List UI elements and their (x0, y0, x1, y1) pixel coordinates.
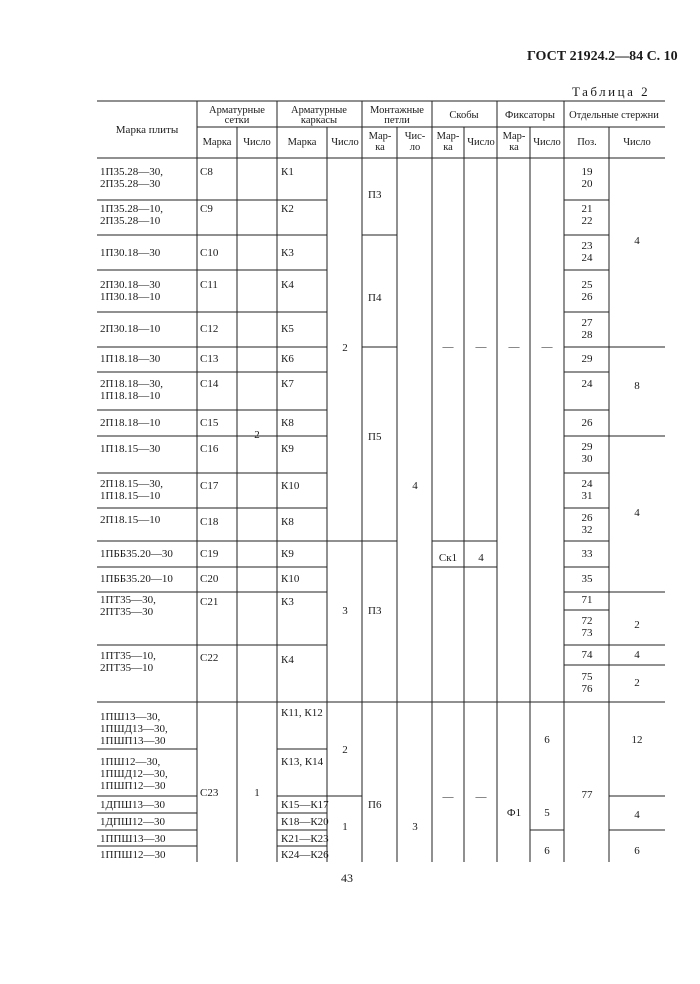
cell-setka: С18 (200, 516, 219, 528)
cell-poz: 29 (581, 353, 593, 365)
cell-plita: 1ДПШ13—30 (100, 799, 166, 811)
page-number: 43 (341, 871, 353, 885)
sub-setki-chislo: Число (243, 137, 271, 148)
header-petli-line2: петли (384, 115, 410, 126)
cell-poz: 35 (581, 573, 593, 585)
cell-plita: 1П35.28—30, (100, 166, 163, 178)
cell-fiksator-marka: Ф1 (506, 807, 522, 819)
cell-poz: 24 (581, 478, 593, 490)
cell-plita: 1ДПШ12—30 (100, 816, 166, 828)
cell-plita: 1П18.15—30 (100, 443, 161, 455)
cell-karkas: К4 (281, 654, 294, 666)
cell-karkas: К8 (281, 516, 294, 528)
cell-poz: 71 (581, 594, 593, 606)
cell-setka: С8 (200, 166, 213, 178)
cell-karkas: К9 (281, 548, 294, 560)
cell-plita: 2П18.15—30, (100, 478, 163, 490)
sub-sterzhni-poz: Поз. (577, 137, 597, 148)
cell-plita: 2П18.18—30, (100, 378, 163, 390)
cell-skoba-marka: Ск1 (438, 552, 458, 564)
cell-karkas: К3 (281, 596, 294, 608)
cell-poz: 75 (581, 671, 593, 683)
cell-plita: 2П30.18—30 (100, 279, 161, 291)
cell-poz: 32 (581, 524, 593, 536)
cell-karkas: К24—К26 (281, 849, 329, 861)
cell-poz: 22 (581, 215, 593, 227)
cell-karkas: К21—К23 (281, 833, 329, 845)
cell-setka: С10 (200, 247, 219, 259)
cell-plita: 1ПТ35—10, (100, 650, 156, 662)
cell-setka: С22 (200, 652, 219, 664)
cell-poz: 26 (581, 512, 593, 524)
sub-petli-chislo-1: Чис- (404, 131, 426, 142)
sub-fiks-marka-1: Мар- (502, 131, 526, 142)
cell-plita: 1П18.15—10 (100, 490, 161, 502)
cell-poz: 27 (581, 317, 593, 329)
cell-setka: С15 (200, 417, 219, 429)
header-marka-plity: Марка плиты (115, 124, 179, 136)
cell-sterzhni-chislo: 4 (634, 507, 640, 519)
cell-setka: С11 (200, 279, 218, 291)
cell-plita: 1ПШ13—30, (100, 711, 161, 723)
cell-plita: 2ПТ35—10 (100, 662, 154, 674)
cell-petli-marka: П3 (368, 189, 382, 201)
sub-petli-marka-2: ка (375, 142, 385, 153)
header-karkasy-line2: каркасы (300, 115, 338, 126)
cell-poz: 74 (581, 649, 593, 661)
sub-petli-chislo-2: ло (409, 142, 421, 153)
cell-poz: 72 (581, 615, 593, 627)
cell-plita: 1ПШД12—30, (100, 768, 168, 780)
cell-sterzhni-chislo: 4 (634, 235, 640, 247)
cell-plita: 1ПШ12—30, (100, 756, 161, 768)
cell-dash: — (541, 341, 553, 353)
cell-plita: 1ПТ35—30, (100, 594, 156, 606)
cell-skoba-chislo: 4 (478, 552, 484, 564)
sub-sterzhni-chislo: Число (623, 137, 651, 148)
cell-dash: — (508, 341, 520, 353)
cell-karkas: К5 (281, 323, 294, 335)
cell-karkas: К11, К12 (281, 707, 323, 719)
cell-dash: — (442, 341, 454, 353)
cell-poz: 24 (581, 252, 593, 264)
cell-sterzhni-chislo: 2 (634, 619, 640, 631)
cell-petli-chislo: 4 (412, 480, 418, 492)
cell-poz: 26 (581, 291, 593, 303)
sub-petli-marka-1: Мар- (368, 131, 392, 142)
cell-poz: 31 (581, 490, 593, 502)
cell-poz: 20 (581, 178, 593, 190)
cell-petli-marka: П6 (368, 799, 382, 811)
cell-plita: 1ППШ12—30 (100, 849, 166, 861)
cell-dash: — (475, 341, 487, 353)
cell-sterzhni-chislo: 12 (631, 734, 643, 746)
cell-plita: 1П30.18—10 (100, 291, 161, 303)
cell-plita: 1П30.18—30 (100, 247, 161, 259)
cell-setki-chislo: 1 (254, 787, 260, 799)
cell-sterzhni-chislo: 6 (634, 845, 640, 857)
cell-karkas: К10 (281, 573, 300, 585)
cell-poz: 76 (581, 683, 593, 695)
cell-plita: 1ППШ13—30 (100, 833, 166, 845)
cell-dash: — (475, 791, 487, 803)
cell-setka: С14 (200, 378, 219, 390)
cell-plita: 1ПШП13—30 (100, 735, 166, 747)
header-setki-line1: Арматурные (209, 105, 265, 116)
cell-plita: 2П35.28—10 (100, 215, 161, 227)
cell-poz: 19 (581, 166, 593, 178)
sub-skoby-chislo: Число (467, 137, 495, 148)
cell-fiksator-chislo: 6 (544, 734, 550, 746)
cell-dash: — (442, 791, 454, 803)
cell-karkas: К18—К20 (281, 816, 329, 828)
cell-karkas: К2 (281, 203, 294, 215)
cell-karkas: К6 (281, 353, 294, 365)
cell-setka: С13 (200, 353, 219, 365)
cell-petli-marka: П5 (368, 431, 382, 443)
header-petli-line1: Монтажные (370, 105, 424, 116)
cell-sterzhni-chislo: 4 (634, 809, 640, 821)
cell-poz: 77 (581, 789, 593, 801)
cell-poz: 29 (581, 441, 593, 453)
cell-setka: С16 (200, 443, 219, 455)
cell-plita: 1П18.18—30 (100, 353, 161, 365)
cell-poz: 21 (581, 203, 593, 215)
cell-plita: 1П18.18—10 (100, 390, 161, 402)
cell-setka: С23 (200, 787, 219, 799)
cell-plita: 1ПШП12—30 (100, 780, 166, 792)
header-setki-line2: сетки (224, 115, 250, 126)
cell-plita: 2П30.18—10 (100, 323, 161, 335)
header-karkasy-line1: Арматурные (291, 105, 347, 116)
cell-poz: 25 (581, 279, 593, 291)
cell-setka: С20 (200, 573, 219, 585)
cell-sterzhni-chislo: 8 (634, 380, 640, 392)
cell-plita: 2П18.15—10 (100, 514, 161, 526)
cell-karkasy-chislo: 1 (342, 821, 348, 833)
sub-setki-marka: Марка (202, 137, 232, 148)
cell-petli-marka: П3 (368, 605, 382, 617)
cell-karkas: К3 (281, 247, 294, 259)
header-fiksatory: Фиксаторы (505, 110, 555, 121)
sub-karkasy-chislo: Число (331, 137, 359, 148)
cell-plita: 1ПШД13—30, (100, 723, 168, 735)
sub-karkasy-marka: Марка (287, 137, 317, 148)
cell-plita: 2ПТ35—30 (100, 606, 154, 618)
cell-setka: С9 (200, 203, 213, 215)
cell-petli-chislo: 3 (412, 821, 418, 833)
sub-fiks-chislo: Число (533, 137, 561, 148)
cell-setki-chislo: 2 (254, 429, 260, 441)
cell-karkas: К9 (281, 443, 294, 455)
sub-fiks-marka-2: ка (509, 142, 519, 153)
header-sterzhni: Отдельные стержни (569, 110, 659, 121)
cell-karkas: К1 (281, 166, 294, 178)
cell-setka: С21 (200, 596, 219, 608)
header-skoby: Скобы (449, 110, 479, 121)
sub-skoby-marka-2: ка (443, 142, 453, 153)
cell-karkas: К15—К17 (281, 799, 329, 811)
document-header: ГОСТ 21924.2—84 С. 10 (527, 49, 678, 64)
cell-karkas: К13, К14 (281, 756, 324, 768)
cell-plita: 2П18.18—10 (100, 417, 161, 429)
cell-poz: 28 (581, 329, 593, 341)
cell-setka: С17 (200, 480, 219, 492)
cell-plita: 1ПББ35.20—30 (100, 548, 173, 560)
cell-poz: 26 (581, 417, 593, 429)
sub-skoby-marka-1: Мар- (436, 131, 460, 142)
cell-sterzhni-chislo: 4 (634, 649, 640, 661)
cell-poz: 30 (581, 453, 593, 465)
cell-sterzhni-chislo: 2 (634, 677, 640, 689)
cell-fiksator-chislo: 5 (544, 807, 550, 819)
cell-plita: 1П35.28—10, (100, 203, 163, 215)
cell-plita: 2П35.28—30 (100, 178, 161, 190)
cell-poz: 33 (581, 548, 593, 560)
cell-petli-marka: П4 (368, 292, 382, 304)
cell-poz: 23 (581, 240, 593, 252)
table-caption: Таблица 2 (572, 84, 651, 99)
cell-plita: 1ПББ35.20—10 (100, 573, 173, 585)
cell-fiksator-chislo: 6 (544, 845, 550, 857)
cell-setka: С19 (200, 548, 219, 560)
cell-karkas: К8 (281, 417, 294, 429)
cell-karkasy-chislo: 2 (342, 744, 348, 756)
cell-karkas: К7 (281, 378, 294, 390)
cell-setka: С12 (200, 323, 219, 335)
cell-karkasy-chislo: 2 (342, 342, 348, 354)
cell-karkas: К10 (281, 480, 300, 492)
cell-karkasy-chislo: 3 (342, 605, 348, 617)
cell-karkas: К4 (281, 279, 294, 291)
cell-poz: 24 (581, 378, 593, 390)
cell-poz: 73 (581, 627, 593, 639)
